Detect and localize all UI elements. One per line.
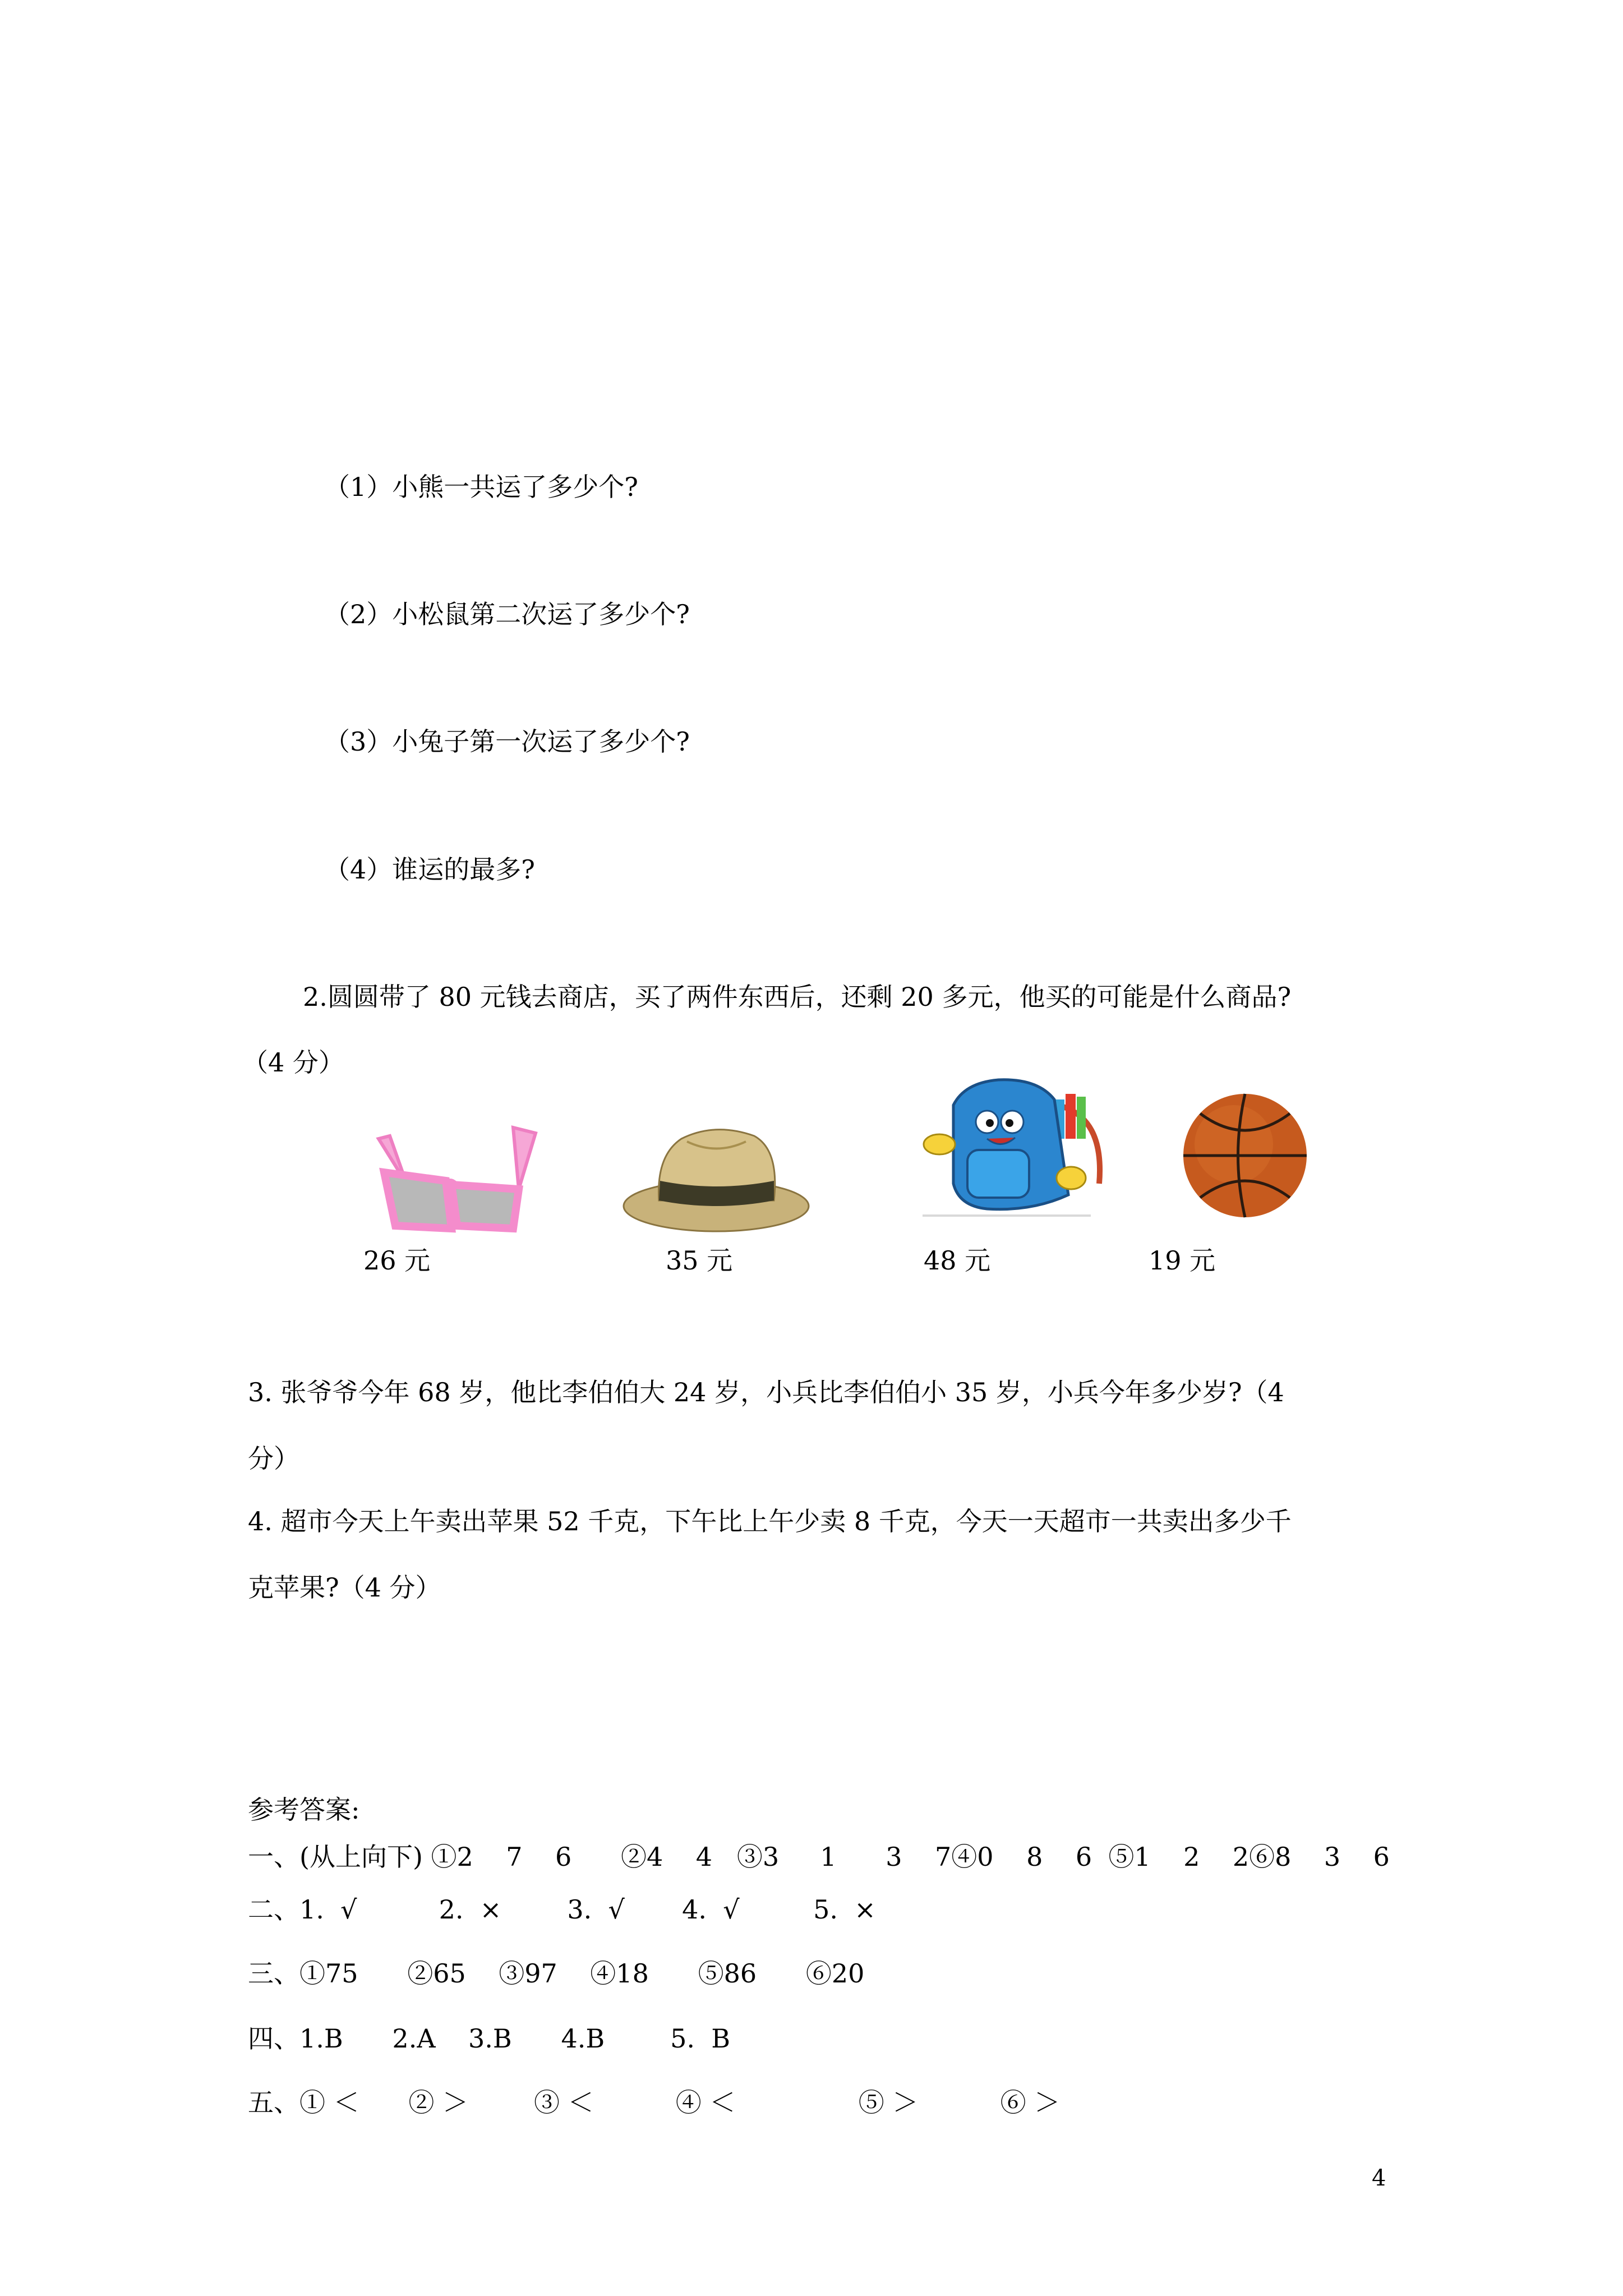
q1-sub-4: （4）谁运的最多? xyxy=(324,854,535,885)
sunglasses-icon xyxy=(373,1122,552,1234)
answer-row-5: 五、① ＜ ② ＞ ③ ＜ ④ ＜ ⑤ ＞ ⑥ ＞ xyxy=(248,2087,1061,2118)
answers-heading: 参考答案: xyxy=(248,1795,360,1825)
price-sunglasses: 26 元 xyxy=(363,1245,431,1276)
page-number: 4 xyxy=(1372,2165,1386,2191)
question-4-line-2: 克苹果?（4 分） xyxy=(248,1572,441,1603)
question-2-line-2: （4 分） xyxy=(242,1047,344,1078)
price-hat: 35 元 xyxy=(666,1245,733,1276)
hat-icon xyxy=(620,1116,813,1234)
q1-sub-3: （3）小兔子第一次运了多少个? xyxy=(324,726,690,757)
answer-row-4: 四、1.B 2.A 3.B 4.B 5. B xyxy=(248,2023,731,2054)
question-4-line-1: 4. 超市今天上午卖出苹果 52 千克，下午比上午少卖 8 千克，今天一天超市一共卖出多少千 xyxy=(248,1506,1292,1536)
q1-sub-2: （2）小松鼠第二次运了多少个? xyxy=(324,599,690,629)
q1-sub-1: （1）小熊一共运了多少个? xyxy=(324,472,638,502)
answer-row-3: 三、①75 ②65 ③97 ④18 ⑤86 ⑥20 xyxy=(248,1958,865,1989)
basketball-icon xyxy=(1181,1091,1310,1220)
price-basketball: 19 元 xyxy=(1149,1245,1216,1276)
price-backpack: 48 元 xyxy=(924,1245,991,1276)
backpack-icon xyxy=(920,1071,1122,1223)
answer-row-2: 二、1. √ 2. × 3. √ 4. √ 5. × xyxy=(248,1894,876,1925)
question-3-line-2: 分） xyxy=(248,1443,299,1474)
question-2-line-1: 2.圆圆带了 80 元钱去商店，买了两件东西后，还剩 20 多元，他买的可能是什么商品? xyxy=(303,982,1292,1012)
answer-row-1: 一、(从上向下) ①2 7 6 ②4 4 ③3 1 3 7④0 8 6 ⑤1 2 2⑥8 3 6 xyxy=(248,1842,1390,1872)
question-3-line-1: 3. 张爷爷今年 68 岁，他比李伯伯大 24 岁，小兵比李伯伯小 35 岁，小兵今年多少岁?（4 xyxy=(248,1377,1284,1407)
